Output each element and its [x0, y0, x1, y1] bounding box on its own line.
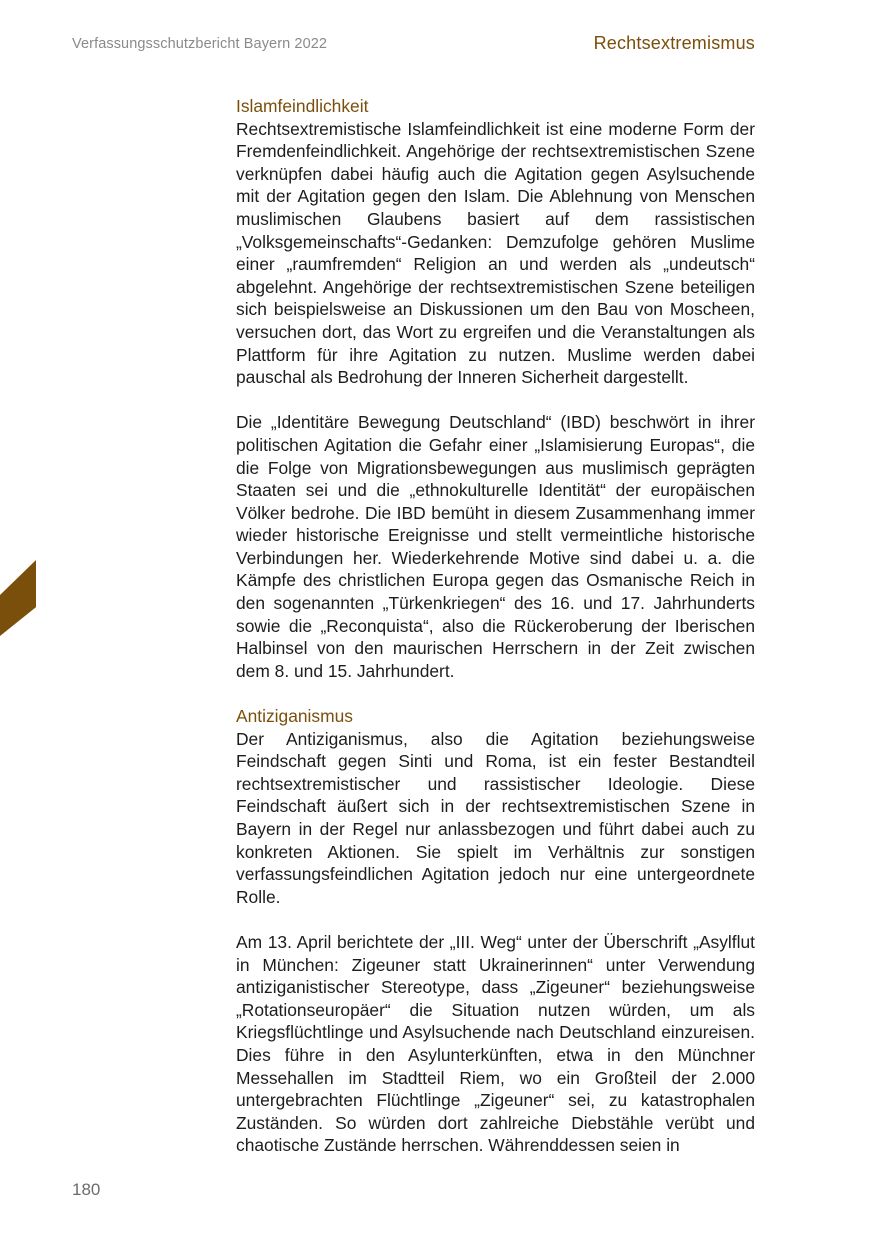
main-text-column [236, 95, 755, 1157]
section-heading-antiziganismus: Antiziganismus [236, 706, 353, 727]
paragraph: Am 13. April berichtete der „III. Weg“ unter der Überschrift „Asylflut in München: Zigeuner statt Ukrainerinnen“ unter Verwendung antiziganistischer Stereotype, dass „Zigeuner“ beziehungsweise „Rotationseuropäer“ die Situation nutzen würden, um als Kriegsflüchtlinge und Asylsuchende nach Deutschland einzureisen. Dies führe in den Asylunterkünften, etwa in den Münchner Messehallen im Stadtteil Riem, wo ein Großteil der 2.000 untergebrachten Flüchtlinge „Zigeuner“ sei, zu katastrophalen Zuständen. So würden dort zahlreiche Diebstähle verübt und chaotische Zustände herrschen. Währenddessen seien in [236, 931, 755, 1156]
page-number: 180 [72, 1180, 101, 1199]
chapter-marker-tab [0, 560, 36, 636]
paragraph: Rechtsextremistische Islamfeindlichkeit ist eine moderne Form der Fremdenfeindlichkeit. Angehörige der rechtsextremistischen Szene verknüpfen dabei häufig auch die Agitation gegen Asylsuchende mit der Agitation gegen den Islam. Die Ablehnung von Menschen muslimischen Glaubens basiert auf dem rassistischen „Volksgemeinschafts“-Gedanken: Demzufolge gehören Muslime einer „raumfremden“ Religion an und werden als „undeutsch“ abgelehnt. Angehörige der rechtsextremistischen Szene beteiligen sich beispielsweise an Diskussionen um den Bau von Moscheen, versuchen dort, das Wort zu ergreifen und die Veranstaltungen als Plattform für ihre Agitation zu nutzen. Muslime werden dabei pauschal als Bedrohung der Inneren Sicherheit dargestellt. [236, 118, 755, 388]
section-heading-islamfeindlichkeit: Islamfeindlichkeit [236, 96, 369, 116]
running-head-publication: Verfassungsschutzbericht Bayern 2022 [72, 36, 328, 52]
paragraph: Der Antiziganismus, also die Agitation beziehungsweise Feindschaft gegen Sinti und Roma, ist ein fester Bestandteil rechtsextremistischer und rassistischer Ideologie. Diese Feindschaft äußert sich in der rechtsextremistischen Szene in Bayern in der Regel nur anlassbezogen und führt dabei auch zu konkreten Aktionen. Sie spielt im Verhältnis zur sonstigen verfassungsfeindlichen Agitation jedoch nur eine untergeordnete Rolle. [236, 728, 755, 907]
paragraph: Die „Identitäre Bewegung Deutschland“ (IBD) beschwört in ihrer politischen Agitation die Gefahr einer „Islamisierung Europas“, die die Folge von Migrationsbewegungen aus muslimisch geprägten Staaten sei und die „ethnokulturelle Identität“ der europäischen Völker bedrohe. Die IBD bemüht in diesem Zusammenhang immer wieder historische Ereignisse und stellt vermeintliche historische Verbindungen her. Wiederkehrende Motive sind dabei u. a. die Kämpfe des christlichen Europa gegen das Osmanische Reich in den sogenannten „Türkenkriegen“ des 16. und 17. Jahrhunderts sowie die „Reconquista“, also die Rückeroberung der Iberischen Halbinsel von den maurischen Herrschern in der Zeit zwischen dem 8. und 15. Jahrhundert. [236, 412, 755, 681]
running-head-chapter: Rechtsextremismus [593, 33, 755, 53]
